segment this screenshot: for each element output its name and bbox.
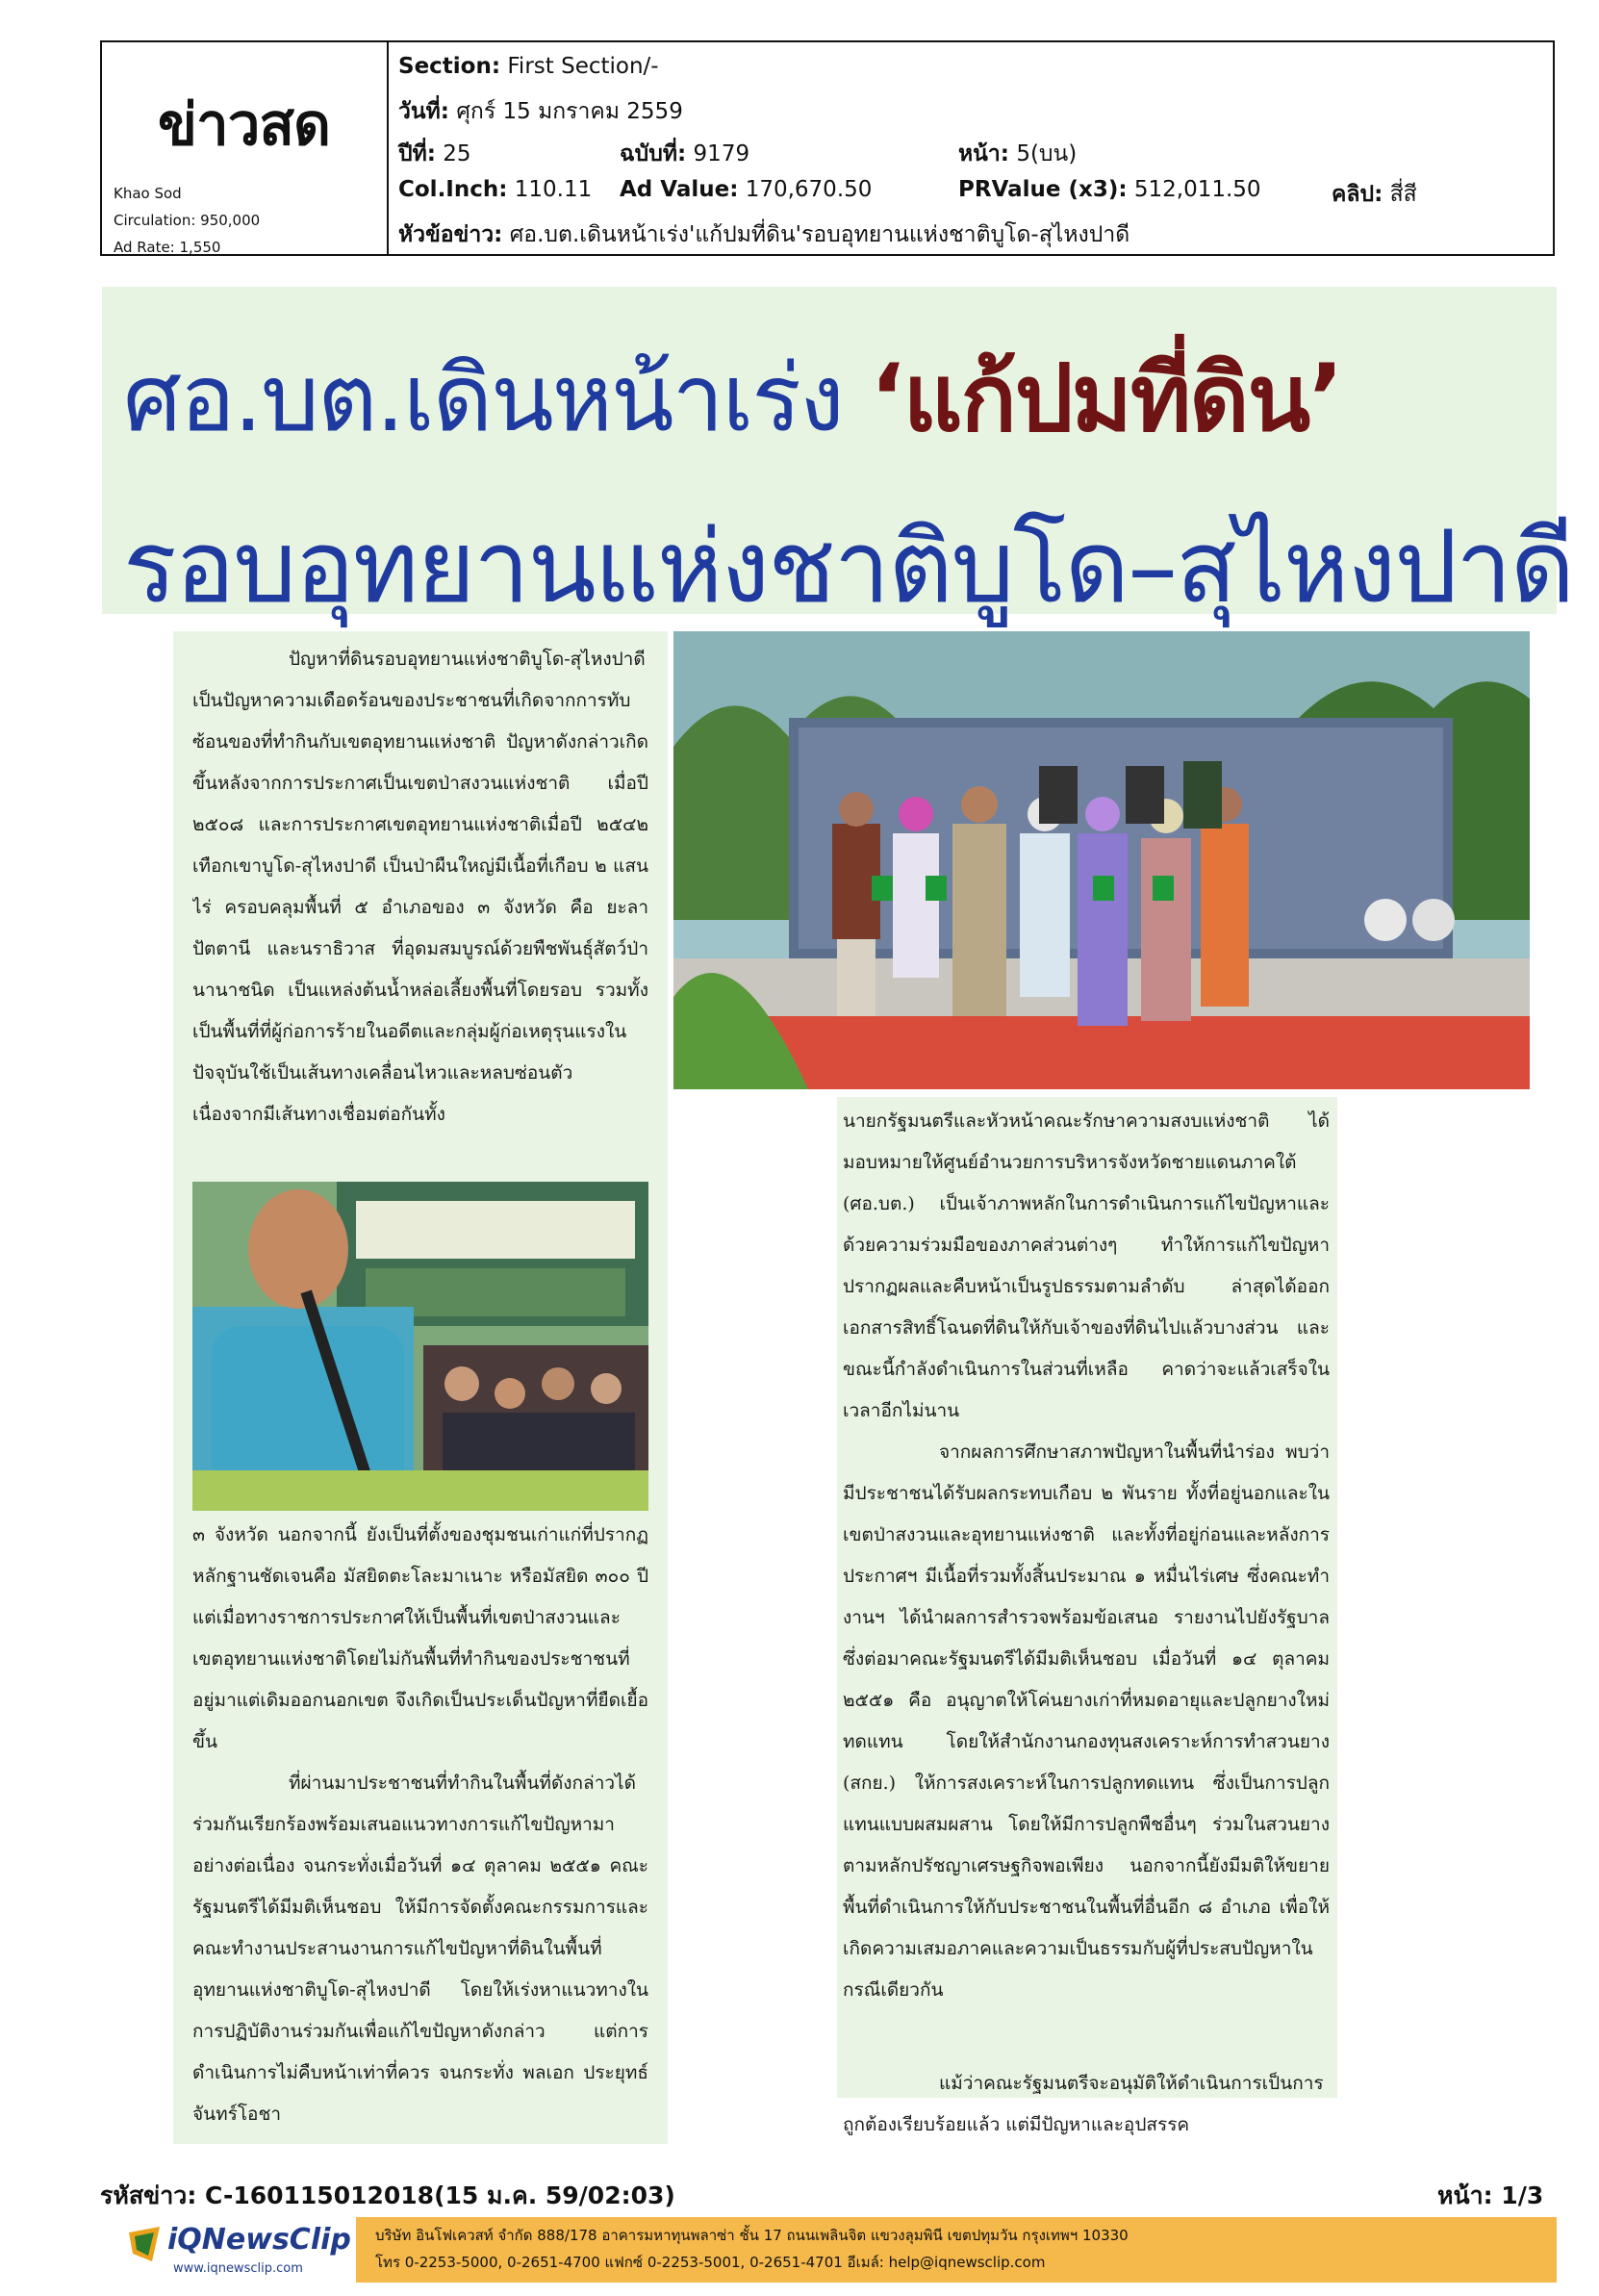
- newspaper-logo: ข่าวสด: [158, 91, 330, 159]
- page-field: หน้า: 5(บน): [958, 141, 1078, 166]
- issue-field: ฉบับที่: 9179: [620, 141, 750, 166]
- iqnewsclip-logo: iQNewsClip www.iqnewsclip.com: [125, 2221, 346, 2283]
- group-photo: [673, 631, 1530, 1089]
- article-paragraph-2: ๓ จังหวัด นอกจากนี้ ยังเป็นที่ตั้งของชุมชนเก่าแก่ที่ปรากฏหลักฐานชัดเจนคือ มัสยิดตะโละมาเนาะ หรือมัสยิด ๓๐๐ ปี แต่เมื่อทางราชการประกาศให้เป็นพื้นที่เขตป่าสงวนและเขตอุทยานแห่งชาติโดยไม่กันพื้นที่ทำกินของประชาชนที่อยู่มาแต่เดิมออกนอกเขต จึงเกิดเป็นประเด็นปัญหาที่ยืดเยื้อขึ้น: [192, 1524, 648, 1752]
- clip-field: คลิป: สี่สี: [1332, 182, 1417, 207]
- publication-name: Khao Sod: [114, 185, 182, 202]
- headline-highlight: ‘แก้ปมที่ดิน’: [870, 344, 1342, 452]
- date-field: วันที่: ศุกร์ 15 มกราคม 2559: [398, 99, 683, 124]
- news-code: รหัสข่าว: C-160115012018(15 ม.ค. 59/02:03): [100, 2181, 675, 2209]
- company-address: บริษัท อินโฟเควสท์ จำกัด 888/178 อาคารมหาทุนพลาซ่า ชั้น 17 ถนนเพลินจิต แขวงลุมพินี เขตปทุมวัน กรุงเทพฯ 10330: [375, 2227, 1129, 2244]
- circulation: Circulation: 950,000: [114, 212, 261, 229]
- pr-value-field: PRValue (x3): 512,011.50: [958, 177, 1261, 202]
- article-paragraph-5: จากผลการศึกษาสภาพปัญหาในพื้นที่นำร่อง พบว่ามีประชาชนได้รับผลกระทบเกือบ ๒ พันราย ทั้งที่อยู่นอกและในเขตป่าสงวนและอุทยานแห่งชาติ และทั้งที่อยู่ก่อนและหลังการประกาศฯ มีเนื้อที่รวมทั้งสิ้นประมาณ ๑ หมื่นไร่เศษ ซึ่งคณะทำงานฯ ได้นำผลการสำรวจพร้อมข้อเสนอ รายงานไปยังรัฐบาล ซึ่งต่อมาคณะรัฐมนตรีได้มีมติเห็นชอบ เมื่อวันที่ ๑๔ ตุลาคม ๒๕๕๑ คือ อนุญาตให้โค่นยางเก่าที่หมดอายุและปลูกยางใหม่ทดแทน โดยให้สำนักงานกองทุนสงเคราะห์การทำสวนยาง (สกย.) ให้การสงเคราะห์ในการปลูกทดแทน ซึ่งเป็นการปลูกแทนแบบผสมผสาน โดยให้มีการปลูกพืชอื่นๆ ร่วมในสวนยางตามหลักปรัชญาเศรษฐกิจพอเพียง นอกจากนี้ยังมีมติให้ขยายพื้นที่ดำเนินการให้กับประชาชนในพื้นที่อื่นอีก ๘ อำเภอ เพื่อให้เกิดความเสมอภาคและความเป็นธรรมกับผู้ที่ประสบปัญหาในกรณีเดียวกัน: [843, 1441, 1330, 2001]
- logo-mark-icon: [125, 2225, 164, 2263]
- article-paragraph-4: นายกรัฐมนตรีและหัวหน้าคณะรักษาความสงบแห่งชาติ ได้มอบหมายให้ศูนย์อำนวยการบริหารจังหวัดชายแดนภาคใต้ (ศอ.บต.) เป็นเจ้าภาพหลักในการดำเนินการแก้ไขปัญหาและด้วยความร่วมมือของภาคส่วนต่างๆ ทำให้การแก้ไขปัญหาปรากฏผลและคืบหน้าเป็นรูปธรรมตามลำดับ ล่าสุดได้ออกเอกสารสิทธิ์โฉนดที่ดินให้กับเจ้าของที่ดินไปแล้วบางส่วน และขณะนี้กำลังดำเนินการในส่วนที่เหลือ คาดว่าจะแล้วเสร็จในเวลาอีกไม่นาน: [843, 1110, 1330, 1421]
- ad-value-field: Ad Value: 170,670.50: [620, 177, 873, 202]
- headline-line-2: รอบอุทยานแห่งชาติบูโด–สุไหงปาดี: [123, 508, 1574, 625]
- article-paragraph-3: ที่ผ่านมาประชาชนที่ทำกินในพื้นที่ดังกล่าวได้ร่วมกันเรียกร้องพร้อมเสนอแนวทางการแก้ไขปัญหามาอย่างต่อเนื่อง จนกระทั่งเมื่อวันที่ ๑๔ ตุลาคม ๒๕๕๑ คณะรัฐมนตรีได้มีมติเห็นชอบ ให้มีการจัดตั้งคณะกรรมการและคณะทำงานประสานงานการแก้ไขปัญหาที่ดินในพื้นที่อุทยานแห่งชาติบูโด-สุไหงปาดี โดยให้เร่งหาแนวทางในการปฏิบัติงานร่วมกันเพื่อแก้ไขปัญหาดังกล่าว แต่การดำเนินการไม่คืบหน้าเท่าที่ควร จนกระทั่ง พลเอก ประยุทธ์ จันทร์โอชา: [192, 1773, 648, 2125]
- company-contact: โทร 0-2253-5000, 0-2651-4700 แฟกซ์ 0-2253-5001, 0-2651-4701 อีเมล์: help@iqnewsclip.com: [375, 2254, 1046, 2271]
- col-inch-field: Col.Inch: 110.11: [398, 177, 593, 202]
- headline-field: หัวข้อข่าว: ศอ.บต.เดินหน้าเร่ง'แก้ปมที่ดิน'รอบอุทยานแห่งชาติบูโด-สุไหงปาดี: [398, 222, 1130, 247]
- section-field: Section: First Section/-: [398, 54, 659, 79]
- newspaper-logo-cell: [102, 42, 389, 254]
- year-field: ปีที่: 25: [398, 141, 471, 166]
- speaker-photo: [192, 1182, 648, 1511]
- article-paragraph-6: แม้ว่าคณะรัฐมนตรีจะอนุมัติให้ดำเนินการเป็นการถูกต้องเรียบร้อยแล้ว แต่มีปัญหาและอุปสรรค: [843, 2073, 1324, 2135]
- article-paragraph-1: ปัญหาที่ดินรอบอุทยานแห่งชาติบูโด-สุไหงปาดี เป็นปัญหาความเดือดร้อนของประชาชนที่เกิดจากการทับซ้อนของที่ทำกินกับเขตอุทยานแห่งชาติ ปัญหาดังกล่าวเกิดขึ้นหลังจากการประกาศเป็นเขตป่าสงวนแห่งชาติ เมื่อปี ๒๕๐๘ และการประกาศเขตอุทยานแห่งชาติเมื่อปี ๒๕๔๒ เทือกเขาบูโด-สุไหงปาดี เป็นป่าผืนใหญ่มีเนื้อที่เกือบ ๒ แสนไร่ ครอบคลุมพื้นที่ ๕ อำเภอของ ๓ จังหวัด คือ ยะลา ปัตตานี และนราธิวาส ที่อุดมสมบูรณ์ด้วยพืชพันธุ์สัตว์ป่านานาชนิด เป็นแหล่งต้นน้ำหล่อเลี้ยงพื้นที่โดยรอบ รวมทั้งเป็นพื้นที่ที่ผู้ก่อการร้ายในอดีตและกลุ่มผู้ก่อเหตุรุนแรงในปัจจุบันใช้เป็นเส้นทางเคลื่อนไหวและหลบซ่อนตัว เนื่องจากมีเส้นทางเชื่อมต่อกันทั้ง: [192, 649, 648, 1125]
- ad-rate: Ad Rate: 1,550: [114, 239, 221, 256]
- page-indicator: หน้า: 1/3: [1437, 2181, 1544, 2209]
- headline-line-1: ศอ.บต.เดินหน้าเร่ง ‘แก้ปมที่ดิน’: [123, 344, 1342, 452]
